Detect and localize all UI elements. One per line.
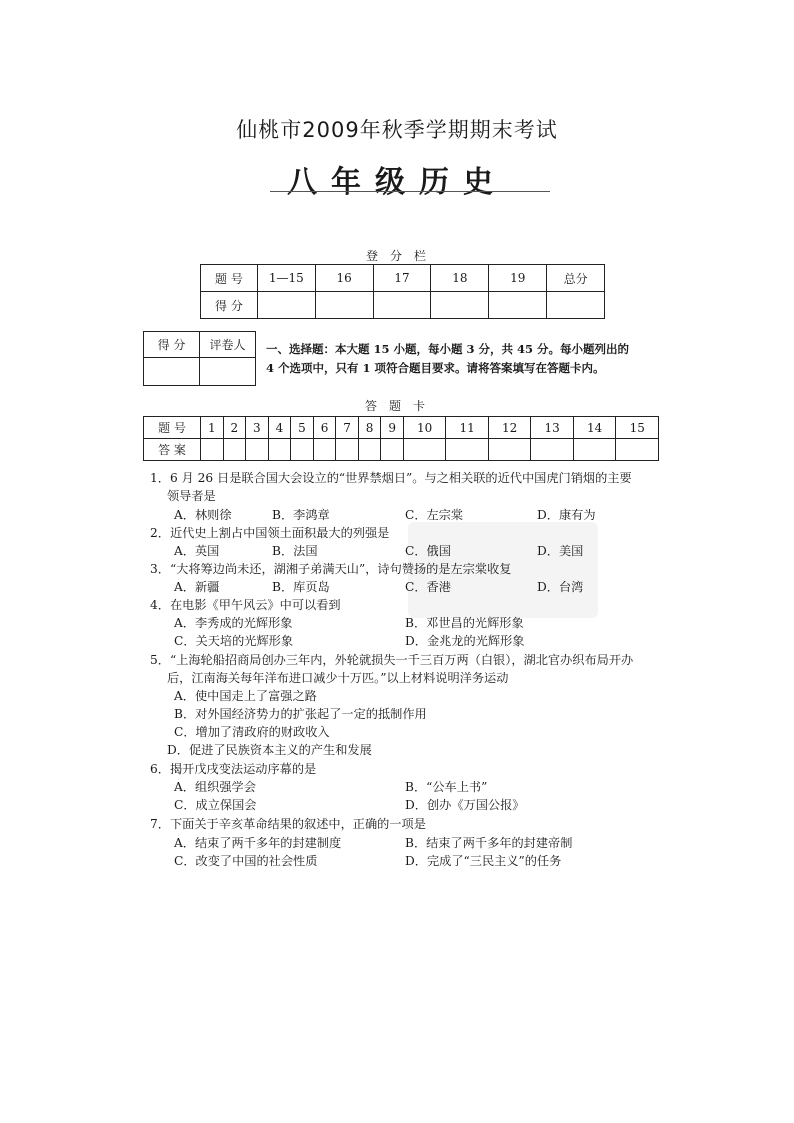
question-3-option-c: C．香港 <box>405 580 451 594</box>
question-2-option-c: C．俄国 <box>405 544 451 558</box>
question-6-option-a: A．组织强学会 <box>174 780 256 794</box>
question-7-option-d: D．完成了“三民主义”的任务 <box>405 854 562 868</box>
question-number-cell: 12 <box>488 417 531 439</box>
subject-title: 八年级历史 <box>287 165 507 200</box>
question-4-option-b: B．邓世昌的光辉形象 <box>405 616 524 630</box>
answer-cell[interactable] <box>336 439 359 461</box>
question-5-option-a: A．使中国走上了富强之路 <box>174 689 317 703</box>
marker-grader-label: 评卷人 <box>200 332 256 358</box>
score-table-score-row <box>201 292 605 319</box>
question-5-stem-cont: 后，江南海关每年洋布进口减少十万匹。”以上材料说明洋务运动 <box>167 671 509 685</box>
question-1-option-c: C．左宗棠 <box>405 508 464 522</box>
marker-score-cell[interactable] <box>144 358 200 386</box>
instructions-line: 一、选择题：本大题 15 小题，每小题 3 分，共 45 分。每小题列出的 <box>266 342 630 356</box>
instructions-line: 4 个选项中，只有 1 项符合题目要求。请将答案填写在答题卡内。 <box>266 361 605 375</box>
question-2-option-d: D．美国 <box>537 544 584 558</box>
question-6-stem: 6．揭开戊戌变法运动序幕的是 <box>150 762 317 776</box>
marker-score-label: 得 分 <box>144 332 200 358</box>
score-row-label: 得 分 <box>201 292 258 319</box>
question-2-option-a: A．英国 <box>174 544 220 558</box>
score-cell[interactable] <box>431 292 489 319</box>
question-number-cell: 7 <box>336 417 359 439</box>
answer-card-row-label: 题 号 <box>144 417 201 439</box>
answer-cell[interactable] <box>446 439 489 461</box>
question-number-cell: 6 <box>313 417 336 439</box>
question-number-cell: 9 <box>381 417 404 439</box>
question-number-cell: 4 <box>268 417 291 439</box>
answer-cell[interactable] <box>381 439 404 461</box>
score-table-header-row <box>201 265 605 292</box>
answer-cell[interactable] <box>313 439 336 461</box>
question-4-option-c: C．关天培的光辉形象 <box>174 634 294 648</box>
score-header-cell: 1—15 <box>257 265 315 292</box>
answer-cell[interactable] <box>201 439 224 461</box>
answer-cell[interactable] <box>291 439 314 461</box>
score-cell[interactable] <box>547 292 605 319</box>
answer-card-caption: 答题卡 <box>364 399 437 413</box>
question-5-option-d: D．促进了民族资本主义的产生和发展 <box>167 743 372 757</box>
title-underline <box>270 191 550 192</box>
answer-cell[interactable] <box>358 439 381 461</box>
question-3-option-d: D．台湾 <box>537 580 584 594</box>
question-number-cell: 3 <box>246 417 269 439</box>
answer-cell[interactable] <box>531 439 574 461</box>
answer-cell[interactable] <box>488 439 531 461</box>
score-cell[interactable] <box>257 292 315 319</box>
question-1-stem: 1．6 月 26 日是联合国大会设立的“世界禁烟日”。与之相关联的近代中国虎门销烟的主要 <box>150 471 632 485</box>
answer-card-number-row <box>144 417 659 439</box>
question-number-cell: 5 <box>291 417 314 439</box>
question-number-cell: 15 <box>616 417 659 439</box>
section1-instructions <box>266 340 666 378</box>
question-6-option-c: C．成立保国会 <box>174 798 257 812</box>
question-number-cell: 8 <box>358 417 381 439</box>
question-1-option-b: B．李鸿章 <box>272 508 330 522</box>
score-cell[interactable] <box>489 292 547 319</box>
score-header-cell: 总分 <box>547 265 605 292</box>
question-5-option-b: B．对外国经济势力的扩张起了一定的抵制作用 <box>174 707 427 721</box>
score-cell[interactable] <box>315 292 373 319</box>
score-cell[interactable] <box>373 292 431 319</box>
question-number-cell: 2 <box>223 417 246 439</box>
score-table <box>200 264 605 319</box>
score-header-cell: 18 <box>431 265 489 292</box>
question-6-option-b: B．“公车上书” <box>405 780 488 794</box>
question-1-option-d: D．康有为 <box>537 508 596 522</box>
marker-box <box>143 331 256 386</box>
answer-card-row-label: 答 案 <box>144 439 201 461</box>
question-5-stem: 5．“上海轮船招商局创办三年内，外轮就损失一千三百万两（白银），湖北官办织布局开办 <box>150 653 634 667</box>
question-7-option-a: A．结束了两千多年的封建制度 <box>174 836 342 850</box>
score-header-cell: 17 <box>373 265 431 292</box>
question-2-stem: 2．近代史上割占中国领土面积最大的列强是 <box>150 526 390 540</box>
question-6-option-d: D．创办《万国公报》 <box>405 798 525 812</box>
answer-cell[interactable] <box>268 439 291 461</box>
question-7-option-c: C．改变了中国的社会性质 <box>174 854 318 868</box>
answer-cell[interactable] <box>573 439 616 461</box>
answer-card <box>143 416 659 461</box>
score-header-cell: 题 号 <box>201 265 258 292</box>
score-table-caption: 登分栏 <box>365 249 438 263</box>
question-4-option-a: A．李秀成的光辉形象 <box>174 616 293 630</box>
marker-grader-cell[interactable] <box>200 358 256 386</box>
question-number-cell: 10 <box>403 417 446 439</box>
answer-card-answer-row <box>144 439 659 461</box>
answer-cell[interactable] <box>616 439 659 461</box>
question-number-cell: 14 <box>573 417 616 439</box>
answer-cell[interactable] <box>403 439 446 461</box>
score-header-cell: 19 <box>489 265 547 292</box>
score-header-cell: 16 <box>315 265 373 292</box>
question-number-cell: 11 <box>446 417 489 439</box>
question-1-option-a: A．林则徐 <box>174 508 232 522</box>
question-3-stem: 3．“大将筹边尚未还，湖湘子弟满天山”，诗句赞扬的是左宗棠收复 <box>150 562 512 576</box>
question-4-stem: 4．在电影《甲午风云》中可以看到 <box>150 598 341 612</box>
question-number-cell: 13 <box>531 417 574 439</box>
question-3-option-a: A．新疆 <box>174 580 220 594</box>
exam-title: 仙桃市2009年秋季学期期末考试 <box>236 118 558 142</box>
question-2-option-b: B．法国 <box>272 544 318 558</box>
question-7-option-b: B．结束了两千多年的封建帝制 <box>405 836 573 850</box>
question-7-stem: 7．下面关于辛亥革命结果的叙述中，正确的一项是 <box>150 817 426 831</box>
question-number-cell: 1 <box>201 417 224 439</box>
question-1-stem-cont: 领导者是 <box>167 489 216 503</box>
answer-cell[interactable] <box>223 439 246 461</box>
question-4-option-d: D．金兆龙的光辉形象 <box>405 634 525 648</box>
question-5-option-c: C．增加了清政府的财政收入 <box>174 725 330 739</box>
answer-cell[interactable] <box>246 439 269 461</box>
question-3-option-b: B．库页岛 <box>272 580 330 594</box>
